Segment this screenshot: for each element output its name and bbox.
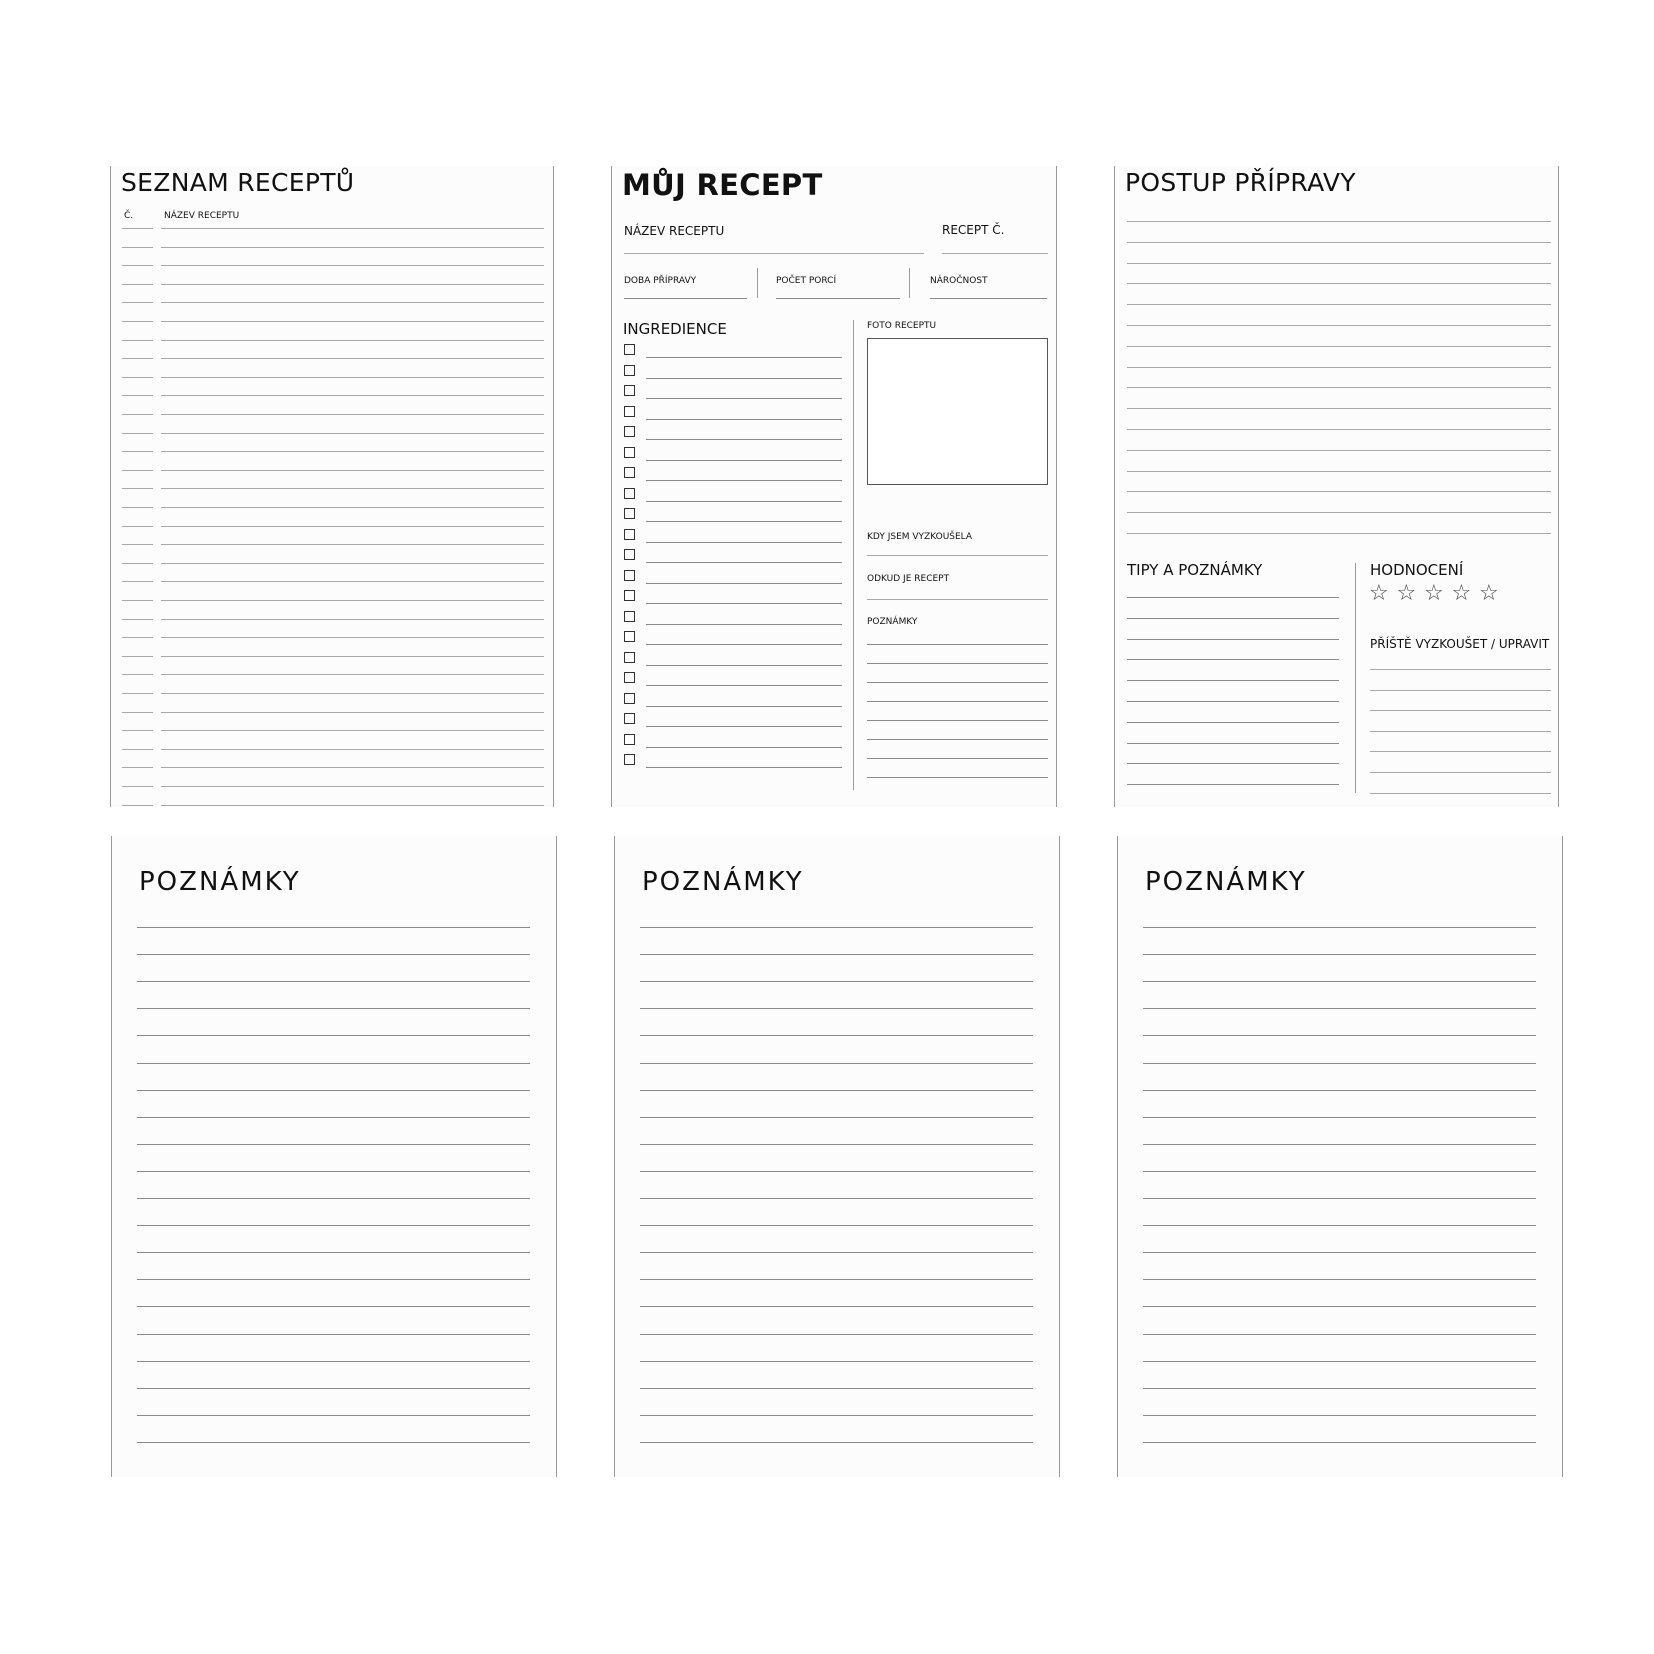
recipe-name-line[interactable] bbox=[161, 526, 544, 527]
step-line[interactable] bbox=[1127, 533, 1551, 534]
notes-line[interactable] bbox=[640, 1117, 1033, 1118]
notes-line[interactable] bbox=[1143, 1008, 1536, 1009]
step-line[interactable] bbox=[1127, 387, 1551, 388]
ingredient-checkbox[interactable] bbox=[624, 385, 635, 396]
notes-line[interactable] bbox=[1143, 1252, 1536, 1253]
column-header-number: Č. bbox=[124, 211, 134, 221]
ingredient-checkbox[interactable] bbox=[624, 713, 635, 724]
recipe-name-line[interactable] bbox=[161, 600, 544, 601]
notes-line[interactable] bbox=[1143, 1388, 1536, 1389]
step-line[interactable] bbox=[1127, 325, 1551, 326]
ingredient-line[interactable] bbox=[646, 480, 842, 481]
notes-line[interactable] bbox=[640, 1225, 1033, 1226]
step-line[interactable] bbox=[1127, 471, 1551, 472]
recipe-name-line[interactable] bbox=[161, 377, 544, 378]
ingredient-line[interactable] bbox=[646, 685, 842, 686]
ingredient-line[interactable] bbox=[646, 419, 842, 420]
step-line[interactable] bbox=[1127, 429, 1551, 430]
notes-line[interactable] bbox=[640, 1442, 1033, 1443]
number-cell-line[interactable] bbox=[122, 581, 153, 582]
recipe-name-line[interactable] bbox=[161, 265, 544, 266]
step-line[interactable] bbox=[1127, 346, 1551, 347]
notes-line[interactable] bbox=[1143, 1063, 1536, 1064]
star-icon[interactable]: ☆ bbox=[1369, 581, 1389, 606]
number-cell-line[interactable] bbox=[122, 767, 153, 768]
notes-line[interactable] bbox=[867, 739, 1048, 740]
notes-line[interactable] bbox=[1143, 981, 1536, 982]
notes-line[interactable] bbox=[137, 1090, 530, 1091]
notes-line[interactable] bbox=[640, 954, 1033, 955]
column-divider bbox=[1355, 563, 1356, 793]
page-title: POZNÁMKY bbox=[139, 867, 301, 897]
notes-line[interactable] bbox=[867, 682, 1048, 683]
notes-line[interactable] bbox=[137, 1252, 530, 1253]
notes-line[interactable] bbox=[640, 1063, 1033, 1064]
notes-line[interactable] bbox=[640, 1144, 1033, 1145]
step-line[interactable] bbox=[1127, 491, 1551, 492]
recipe-name-line[interactable] bbox=[161, 358, 544, 359]
step-line[interactable] bbox=[1127, 304, 1551, 305]
recipe-name-line[interactable] bbox=[161, 247, 544, 248]
column-header-recipe-name: NÁZEV RECEPTU bbox=[164, 211, 240, 221]
notes-line[interactable] bbox=[640, 1198, 1033, 1199]
number-cell-line[interactable] bbox=[122, 321, 153, 322]
ingredient-line[interactable] bbox=[646, 439, 842, 440]
notes-line[interactable] bbox=[867, 720, 1048, 721]
prep-time-field[interactable] bbox=[624, 298, 747, 299]
next-time-line[interactable] bbox=[1370, 731, 1551, 732]
recipe-photo-frame[interactable] bbox=[867, 338, 1048, 485]
notes-line[interactable] bbox=[137, 1415, 530, 1416]
notes-line[interactable] bbox=[867, 663, 1048, 664]
ingredient-checkbox[interactable] bbox=[624, 406, 635, 417]
ingredient-checkbox[interactable] bbox=[624, 570, 635, 581]
tips-line[interactable] bbox=[1127, 639, 1339, 640]
ingredient-line[interactable] bbox=[646, 542, 842, 543]
notes-line[interactable] bbox=[137, 1442, 530, 1443]
recipe-name-line[interactable] bbox=[161, 302, 544, 303]
ingredient-line[interactable] bbox=[646, 706, 842, 707]
recipe-name-line[interactable] bbox=[161, 395, 544, 396]
recipe-name-line[interactable] bbox=[161, 805, 544, 806]
step-line[interactable] bbox=[1127, 408, 1551, 409]
notes-line[interactable] bbox=[1143, 1361, 1536, 1362]
recipe-name-line[interactable] bbox=[161, 656, 544, 657]
notes-page-2 bbox=[614, 836, 1060, 1477]
next-time-line[interactable] bbox=[1370, 710, 1551, 711]
column-divider bbox=[853, 320, 854, 790]
ingredient-checkbox[interactable] bbox=[624, 426, 635, 437]
ingredient-line[interactable] bbox=[646, 624, 842, 625]
recipe-name-line[interactable] bbox=[161, 544, 544, 545]
tried-when-field[interactable] bbox=[867, 555, 1048, 556]
notes-line[interactable] bbox=[640, 1252, 1033, 1253]
recipe-name-line[interactable] bbox=[161, 637, 544, 638]
field-divider bbox=[757, 268, 758, 298]
notes-line[interactable] bbox=[640, 1306, 1033, 1307]
number-cell-line[interactable] bbox=[122, 693, 153, 694]
tips-line[interactable] bbox=[1127, 701, 1339, 702]
notes-line[interactable] bbox=[137, 1334, 530, 1335]
recipe-name-line[interactable] bbox=[161, 488, 544, 489]
ingredient-checkbox[interactable] bbox=[624, 734, 635, 745]
recipe-name-line[interactable] bbox=[161, 767, 544, 768]
recipe-name-label: NÁZEV RECEPTU bbox=[624, 224, 725, 238]
step-line[interactable] bbox=[1127, 283, 1551, 284]
recipe-number-field[interactable] bbox=[942, 253, 1048, 254]
page-title: MŮJ RECEPT bbox=[622, 168, 823, 202]
recipe-name-line[interactable] bbox=[161, 228, 544, 229]
number-cell-line[interactable] bbox=[122, 786, 153, 787]
notes-line[interactable] bbox=[1143, 1090, 1536, 1091]
number-cell-line[interactable] bbox=[122, 265, 153, 266]
tips-line[interactable] bbox=[1127, 659, 1339, 660]
number-cell-line[interactable] bbox=[122, 656, 153, 657]
notes-line[interactable] bbox=[1143, 1415, 1536, 1416]
ingredient-line[interactable] bbox=[646, 357, 842, 358]
page-title: POZNÁMKY bbox=[642, 867, 804, 897]
notes-line[interactable] bbox=[640, 1361, 1033, 1362]
notes-line[interactable] bbox=[137, 1361, 530, 1362]
notes-line[interactable] bbox=[137, 1008, 530, 1009]
ingredient-line[interactable] bbox=[646, 460, 842, 461]
recipe-number-label: RECEPT Č. bbox=[942, 223, 1005, 237]
notes-line[interactable] bbox=[1143, 1442, 1536, 1443]
number-cell-line[interactable] bbox=[122, 247, 153, 248]
recipe-name-line[interactable] bbox=[161, 451, 544, 452]
ingredient-checkbox[interactable] bbox=[624, 754, 635, 765]
notes-line[interactable] bbox=[1143, 1198, 1536, 1199]
notes-line[interactable] bbox=[137, 1198, 530, 1199]
number-cell-line[interactable] bbox=[122, 749, 153, 750]
ingredient-checkbox[interactable] bbox=[624, 652, 635, 663]
step-line[interactable] bbox=[1127, 450, 1551, 451]
recipe-name-line[interactable] bbox=[161, 674, 544, 675]
notes-line[interactable] bbox=[137, 981, 530, 982]
notes-line[interactable] bbox=[640, 1171, 1033, 1172]
recipe-name-line[interactable] bbox=[161, 563, 544, 564]
notes-line[interactable] bbox=[867, 644, 1048, 645]
number-cell-line[interactable] bbox=[122, 414, 153, 415]
notes-page-3 bbox=[1117, 836, 1563, 1477]
tips-label: TIPY A POZNÁMKY bbox=[1127, 561, 1263, 579]
step-line[interactable] bbox=[1127, 242, 1551, 243]
preparation-page bbox=[1114, 166, 1559, 807]
recipe-name-line[interactable] bbox=[161, 340, 544, 341]
notes-line[interactable] bbox=[137, 1306, 530, 1307]
notes-line[interactable] bbox=[640, 1279, 1033, 1280]
star-icon[interactable]: ☆ bbox=[1396, 581, 1417, 606]
ingredient-checkbox[interactable] bbox=[624, 488, 635, 499]
photo-label: FOTO RECEPTU bbox=[867, 321, 937, 331]
ingredient-line[interactable] bbox=[646, 521, 842, 522]
notes-line[interactable] bbox=[137, 927, 530, 928]
notes-line[interactable] bbox=[640, 1415, 1033, 1416]
recipe-name-line[interactable] bbox=[161, 619, 544, 620]
number-cell-line[interactable] bbox=[122, 637, 153, 638]
number-cell-line[interactable] bbox=[122, 377, 153, 378]
number-cell-line[interactable] bbox=[122, 805, 153, 806]
notes-line[interactable] bbox=[640, 1334, 1033, 1335]
my-recipe-page bbox=[611, 166, 1057, 807]
ingredient-checkbox[interactable] bbox=[624, 365, 635, 376]
ingredient-line[interactable] bbox=[646, 562, 842, 563]
recipe-name-field[interactable] bbox=[624, 253, 924, 254]
notes-line[interactable] bbox=[1143, 1279, 1536, 1280]
notes-line[interactable] bbox=[1143, 1225, 1536, 1226]
number-cell-line[interactable] bbox=[122, 507, 153, 508]
number-cell-line[interactable] bbox=[122, 544, 153, 545]
tips-line[interactable] bbox=[1127, 784, 1339, 785]
number-cell-line[interactable] bbox=[122, 563, 153, 564]
tips-line[interactable] bbox=[1127, 763, 1339, 764]
tips-line[interactable] bbox=[1127, 722, 1339, 723]
step-line[interactable] bbox=[1127, 512, 1551, 513]
notes-line[interactable] bbox=[1143, 1144, 1536, 1145]
number-cell-line[interactable] bbox=[122, 619, 153, 620]
recipe-name-line[interactable] bbox=[161, 730, 544, 731]
recipe-name-line[interactable] bbox=[161, 581, 544, 582]
page-title: POSTUP PŘÍPRAVY bbox=[1125, 168, 1356, 197]
recipe-name-line[interactable] bbox=[161, 712, 544, 713]
notes-line[interactable] bbox=[137, 954, 530, 955]
notes-line[interactable] bbox=[1143, 1306, 1536, 1307]
number-cell-line[interactable] bbox=[122, 228, 153, 229]
notes-line[interactable] bbox=[867, 777, 1048, 778]
notes-line[interactable] bbox=[137, 1279, 530, 1280]
recipe-name-line[interactable] bbox=[161, 321, 544, 322]
difficulty-field[interactable] bbox=[930, 298, 1047, 299]
number-cell-line[interactable] bbox=[122, 712, 153, 713]
number-cell-line[interactable] bbox=[122, 470, 153, 471]
number-cell-line[interactable] bbox=[122, 730, 153, 731]
notes-line[interactable] bbox=[1143, 927, 1536, 928]
number-cell-line[interactable] bbox=[122, 395, 153, 396]
notes-line[interactable] bbox=[1143, 1171, 1536, 1172]
notes-line[interactable] bbox=[137, 1171, 530, 1172]
number-cell-line[interactable] bbox=[122, 674, 153, 675]
ingredient-checkbox[interactable] bbox=[624, 631, 635, 642]
tips-line[interactable] bbox=[1127, 597, 1339, 598]
ingredient-line[interactable] bbox=[646, 583, 842, 584]
page-title: POZNÁMKY bbox=[1145, 867, 1307, 897]
ingredient-line[interactable] bbox=[646, 501, 842, 502]
notes-line[interactable] bbox=[137, 1117, 530, 1118]
notes-line[interactable] bbox=[640, 981, 1033, 982]
number-cell-line[interactable] bbox=[122, 302, 153, 303]
notes-line[interactable] bbox=[1143, 954, 1536, 955]
notes-line[interactable] bbox=[867, 758, 1048, 759]
number-cell-line[interactable] bbox=[122, 600, 153, 601]
notes-line[interactable] bbox=[640, 1090, 1033, 1091]
notes-page-1 bbox=[111, 836, 557, 1477]
ingredient-checkbox[interactable] bbox=[624, 590, 635, 601]
ingredient-line[interactable] bbox=[646, 767, 842, 768]
number-cell-line[interactable] bbox=[122, 526, 153, 527]
recipe-name-line[interactable] bbox=[161, 433, 544, 434]
notes-line[interactable] bbox=[137, 1225, 530, 1226]
next-time-line[interactable] bbox=[1370, 669, 1551, 670]
notes-line[interactable] bbox=[137, 1144, 530, 1145]
notes-line[interactable] bbox=[1143, 1035, 1536, 1036]
notes-line[interactable] bbox=[867, 701, 1048, 702]
ingredient-checkbox[interactable] bbox=[624, 611, 635, 622]
star-icon[interactable]: ☆ bbox=[1479, 581, 1499, 606]
notes-line[interactable] bbox=[137, 1035, 530, 1036]
notes-line[interactable] bbox=[1143, 1334, 1536, 1335]
star-icon[interactable]: ☆ bbox=[1424, 581, 1444, 606]
number-cell-line[interactable] bbox=[122, 358, 153, 359]
next-time-line[interactable] bbox=[1370, 690, 1551, 691]
ingredient-checkbox[interactable] bbox=[624, 508, 635, 519]
ingredients-label: INGREDIENCE bbox=[623, 320, 727, 338]
notes-line[interactable] bbox=[137, 1063, 530, 1064]
number-cell-line[interactable] bbox=[122, 433, 153, 434]
recipe-list-page bbox=[110, 166, 554, 807]
ingredient-line[interactable] bbox=[646, 398, 842, 399]
recipe-name-line[interactable] bbox=[161, 507, 544, 508]
notes-line[interactable] bbox=[640, 927, 1033, 928]
ingredient-line[interactable] bbox=[646, 747, 842, 748]
prep-time-label: DOBA PŘÍPRAVY bbox=[624, 276, 697, 286]
recipe-name-line[interactable] bbox=[161, 786, 544, 787]
recipe-name-line[interactable] bbox=[161, 749, 544, 750]
ingredient-checkbox[interactable] bbox=[624, 672, 635, 683]
next-time-label: PŘÍŠTĚ VYZKOUŠET / UPRAVIT bbox=[1370, 637, 1550, 651]
next-time-line[interactable] bbox=[1370, 793, 1551, 794]
source-field[interactable] bbox=[867, 599, 1048, 600]
ingredient-line[interactable] bbox=[646, 603, 842, 604]
difficulty-label: NÁROČNOST bbox=[930, 276, 988, 286]
notes-label: POZNÁMKY bbox=[867, 617, 918, 627]
ingredient-line[interactable] bbox=[646, 665, 842, 666]
star-icon[interactable]: ☆ bbox=[1451, 581, 1472, 606]
step-line[interactable] bbox=[1127, 367, 1551, 368]
step-line[interactable] bbox=[1127, 221, 1551, 222]
ingredient-checkbox[interactable] bbox=[624, 467, 635, 478]
notes-line[interactable] bbox=[137, 1388, 530, 1389]
ingredient-checkbox[interactable] bbox=[624, 549, 635, 560]
number-cell-line[interactable] bbox=[122, 284, 153, 285]
step-line[interactable] bbox=[1127, 263, 1551, 264]
ingredient-checkbox[interactable] bbox=[624, 344, 635, 355]
ingredient-line[interactable] bbox=[646, 378, 842, 379]
ingredient-line[interactable] bbox=[646, 726, 842, 727]
servings-field[interactable] bbox=[776, 298, 900, 299]
notes-line[interactable] bbox=[1143, 1117, 1536, 1118]
page-title: SEZNAM RECEPTŮ bbox=[121, 168, 355, 197]
recipe-name-line[interactable] bbox=[161, 693, 544, 694]
number-cell-line[interactable] bbox=[122, 488, 153, 489]
next-time-line[interactable] bbox=[1370, 751, 1551, 752]
source-label: ODKUD JE RECEPT bbox=[867, 574, 950, 584]
rating-label: HODNOCENÍ bbox=[1370, 561, 1464, 579]
recipe-name-line[interactable] bbox=[161, 284, 544, 285]
field-divider bbox=[909, 268, 910, 298]
servings-label: POČET PORCÍ bbox=[776, 276, 837, 286]
recipe-name-line[interactable] bbox=[161, 414, 544, 415]
ingredient-checkbox[interactable] bbox=[624, 693, 635, 704]
number-cell-line[interactable] bbox=[122, 451, 153, 452]
number-cell-line[interactable] bbox=[122, 340, 153, 341]
tips-line[interactable] bbox=[1127, 743, 1339, 744]
tips-line[interactable] bbox=[1127, 618, 1339, 619]
recipe-name-line[interactable] bbox=[161, 470, 544, 471]
next-time-line[interactable] bbox=[1370, 772, 1551, 773]
tips-line[interactable] bbox=[1127, 680, 1339, 681]
ingredient-checkbox[interactable] bbox=[624, 447, 635, 458]
ingredient-line[interactable] bbox=[646, 644, 842, 645]
notes-line[interactable] bbox=[640, 1008, 1033, 1009]
ingredient-checkbox[interactable] bbox=[624, 529, 635, 540]
notes-line[interactable] bbox=[640, 1035, 1033, 1036]
notes-line[interactable] bbox=[640, 1388, 1033, 1389]
tried-when-label: KDY JSEM VYZKOUŠELA bbox=[867, 532, 973, 542]
